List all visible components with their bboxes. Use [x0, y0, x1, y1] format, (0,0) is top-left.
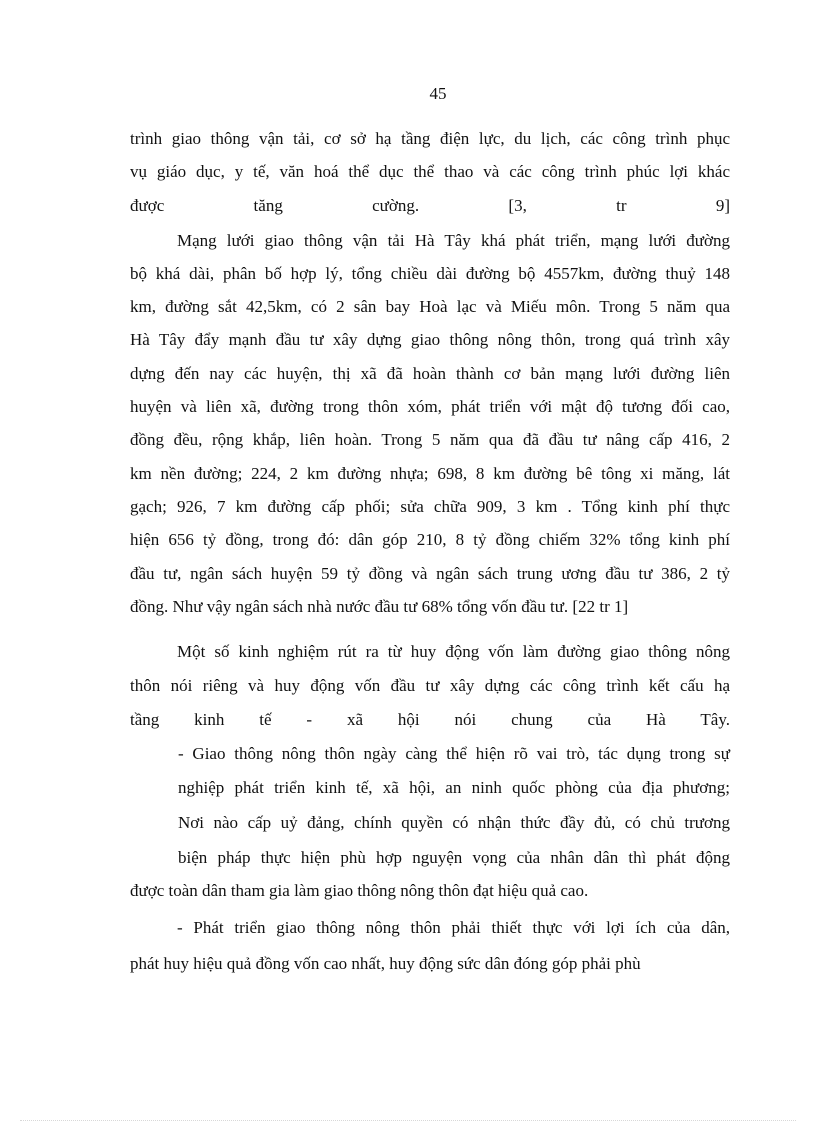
page-number: 45: [429, 84, 447, 103]
text-line: phát huy hiệu quả đồng vốn cao nhất, huy động sức dân đóng góp phải phù: [130, 954, 641, 973]
text-line: Hà Tây đẩy mạnh đầu tư xây dựng giao thông nông thôn, trong quá trình xây: [130, 330, 730, 349]
text-line: Mạng lưới giao thông vận tải Hà Tây khá phát triển, mạng lưới đường: [177, 231, 730, 250]
text-line: tầng kinh tế - xã hội nói chung của Hà Tây.: [130, 710, 730, 729]
text-line: thôn nói riêng và huy động vốn đầu tư xây dựng các công trình kết cấu hạ: [130, 676, 730, 695]
text-line: Nơi nào cấp uỷ đảng, chính quyền có nhận thức đầy đủ, có chủ trương: [178, 813, 730, 832]
text-line: vụ giáo dục, y tế, văn hoá thể dục thể thao và các công trình phúc lợi khác: [130, 162, 730, 181]
text-line: - Giao thông nông thôn ngày càng thể hiện rõ vai trò, tác dụng trong sự: [178, 744, 730, 763]
text-line: km nền đường; 224, 2 km đường nhựa; 698, 8 km đường bê tông xi măng, lát: [130, 464, 730, 483]
text-line: - Phát triển giao thông nông thôn phải thiết thực với lợi ích của dân,: [177, 918, 730, 937]
text-line: đồng đều, rộng khắp, liên hoàn. Trong 5 năm qua đã đầu tư nâng cấp 416, 2: [130, 430, 730, 449]
text-line: biện pháp thực hiện phù hợp nguyện vọng của nhân dân thì phát động: [178, 848, 730, 867]
text-line: trình giao thông vận tải, cơ sở hạ tầng điện lực, du lịch, các công trình phục: [130, 129, 730, 148]
text-line: gạch; 926, 7 km đường cấp phối; sửa chữa 909, 3 km . Tổng kinh phí thực: [130, 497, 730, 516]
text-line: km, đường sắt 42,5km, có 2 sân bay Hoà lạc và Miếu môn. Trong 5 năm qua: [130, 297, 730, 316]
text-line: dựng đến nay các huyện, thị xã đã hoàn thành cơ bản mạng lưới đường liên: [130, 364, 730, 383]
text-line: huyện và liên xã, đường trong thôn xóm, phát triển với mật độ tương đối cao,: [130, 397, 730, 416]
page-bottom-rule: [20, 1120, 796, 1121]
text-line: được toàn dân tham gia làm giao thông nông thôn đạt hiệu quả cao.: [130, 881, 589, 900]
text-line: đầu tư, ngân sách huyện 59 tỷ đồng và ngân sách trung ương đầu tư 386, 2 tỷ: [130, 564, 730, 583]
text-line: đồng. Như vậy ngân sách nhà nước đầu tư 68% tổng vốn đầu tư. [22 tr 1]: [130, 597, 629, 616]
text-line: bộ khá dài, phân bố hợp lý, tổng chiều dài đường bộ 4557km, đường thuỷ 148: [130, 264, 730, 283]
text-line: được tăng cường. [3, tr 9]: [130, 196, 730, 215]
text-line: hiện 656 tỷ đồng, trong đó: dân góp 210, 8 tỷ đồng chiếm 32% tổng kinh phí: [130, 530, 730, 549]
text-line: nghiệp phát triển kinh tế, xã hội, an ninh quốc phòng của địa phương;: [178, 778, 730, 797]
text-line: Một số kinh nghiệm rút ra từ huy động vốn làm đường giao thông nông: [177, 642, 730, 661]
